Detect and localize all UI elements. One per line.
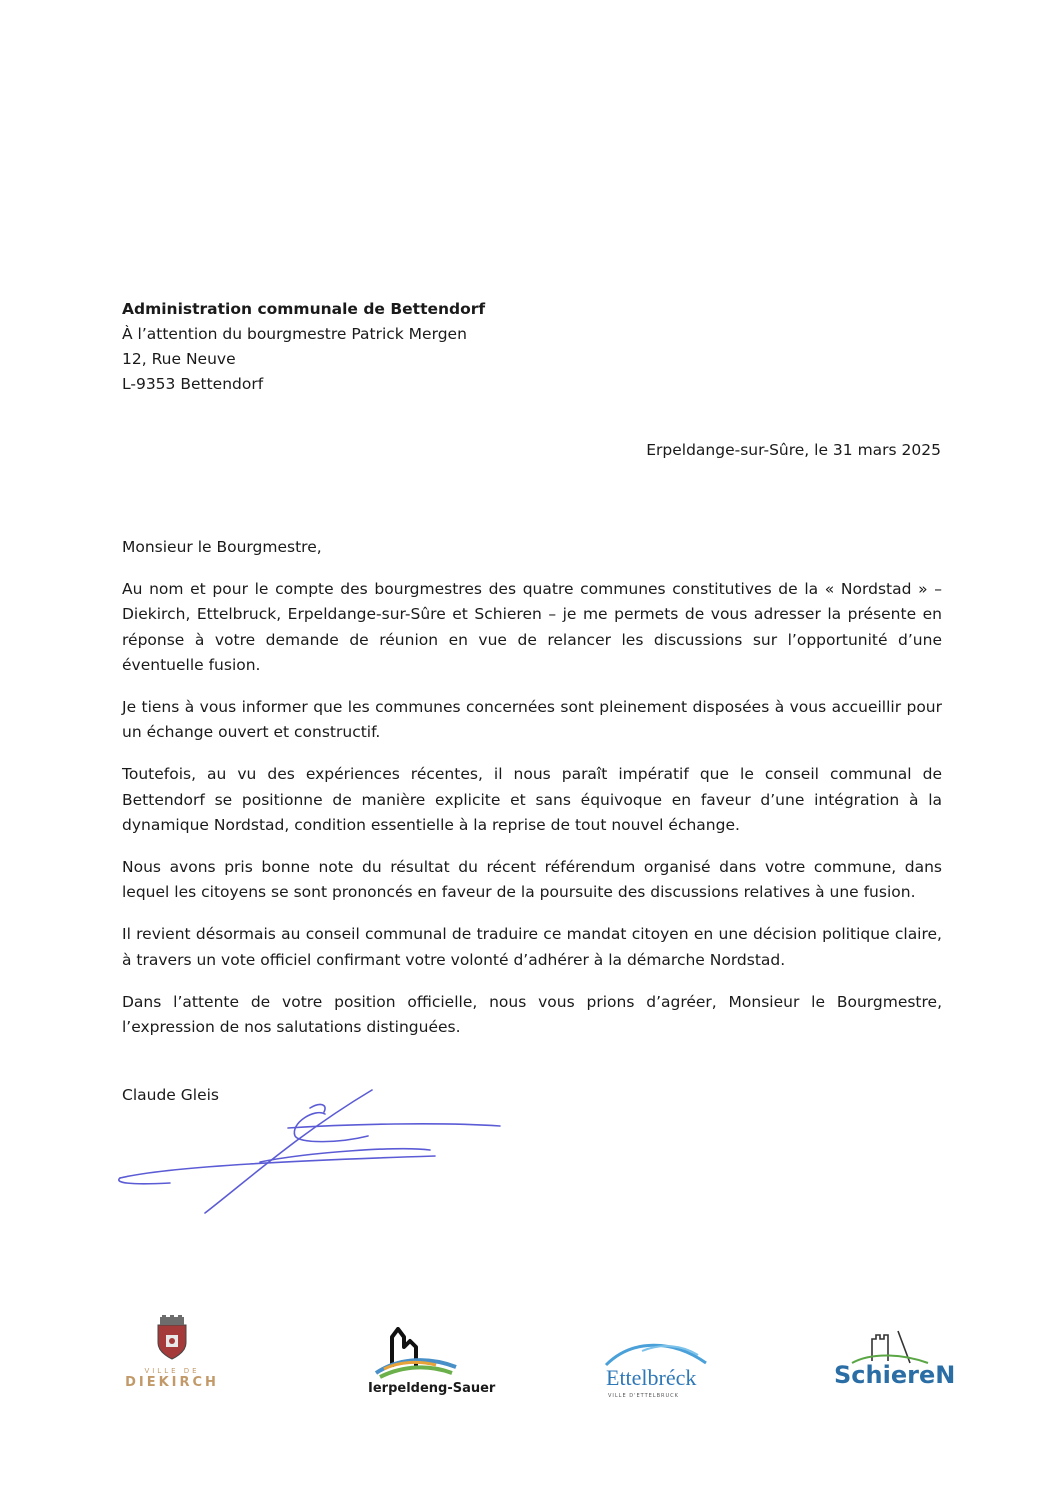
- place-and-date: Erpeldange-sur-Sûre, le 31 mars 2025: [646, 441, 941, 459]
- letter-body: [122, 535, 942, 1057]
- schieren-tower-icon: [840, 1327, 940, 1365]
- erpeldange-logo: [362, 1327, 496, 1407]
- diekirch-label: DIEKIRCH: [125, 1375, 219, 1390]
- diekirch-coat-of-arms-icon: [152, 1315, 192, 1361]
- schieren-logo: [832, 1327, 956, 1407]
- handwritten-signature: [110, 1088, 510, 1223]
- recipient-attention: À l’attention du bourgmestre Patrick Mergen: [122, 325, 467, 343]
- ettelbruck-label: Ettelbréck: [606, 1365, 697, 1390]
- ettelbruck-logo: [600, 1337, 720, 1407]
- erpeldange-label: Ierpeldeng-Sauer: [368, 1381, 496, 1396]
- recipient-address-block: [122, 297, 485, 397]
- recipient-city: L-9353 Bettendorf: [122, 375, 264, 393]
- body-paragraph: Toutefois, au vu des expériences récentes, il nous paraît impératif que le conseil communal de Bettendorf se positionne de manière explicite et sans équivoque en faveur d’une intégration à la dynamique Nordstad, condition essentielle à la reprise de tout nouvel échange.: [122, 765, 942, 834]
- commune-logos-footer: [0, 1315, 1058, 1425]
- recipient-street: 12, Rue Neuve: [122, 350, 236, 368]
- erpeldange-church-icon: [370, 1327, 460, 1381]
- ettelbruck-bridge-icon: [602, 1337, 712, 1367]
- ettelbruck-sublabel: VILLE D'ETTELBRUCK: [608, 1393, 679, 1399]
- signer-name: Claude Gleis: [122, 1086, 219, 1104]
- diekirch-label-small: VILLE DE: [144, 1367, 200, 1375]
- body-paragraph: Il revient désormais au conseil communal de traduire ce mandat citoyen en une décision politique claire, à travers un vote officiel confirmant votre volonté d’adhérer à la démarche Nordstad.: [122, 925, 942, 969]
- schieren-label: SchiereN: [834, 1361, 956, 1389]
- salutation: Monsieur le Bourgmestre,: [122, 538, 322, 556]
- body-paragraph: Nous avons pris bonne note du résultat du récent référendum organisé dans votre commune, dans lequel les citoyens se sont prononcés en faveur de la poursuite des discussions relatives à une fusion.: [122, 858, 942, 902]
- body-paragraph: Je tiens à vous informer que les communes concernées sont pleinement disposées à vous accueillir pour un échange ouvert et constructif.: [122, 698, 942, 742]
- body-paragraph: Au nom et pour le compte des bourgmestres des quatre communes constitutives de la « Nordstad » – Diekirch, Ettelbruck, Erpeldange-sur-Sûre et Schieren – je me permets de vous adresser la présente en réponse à votre demande de réunion en vue de relancer les discussions sur l’opportunité d’une éventuelle fusion.: [122, 580, 942, 674]
- body-paragraph: Dans l’attente de votre position officielle, nous vous prions d’agréer, Monsieur le Bourgmestre, l’expression de nos salutations distinguées.: [122, 992, 942, 1037]
- recipient-name: Administration communale de Bettendorf: [122, 300, 486, 318]
- diekirch-logo: [112, 1315, 232, 1405]
